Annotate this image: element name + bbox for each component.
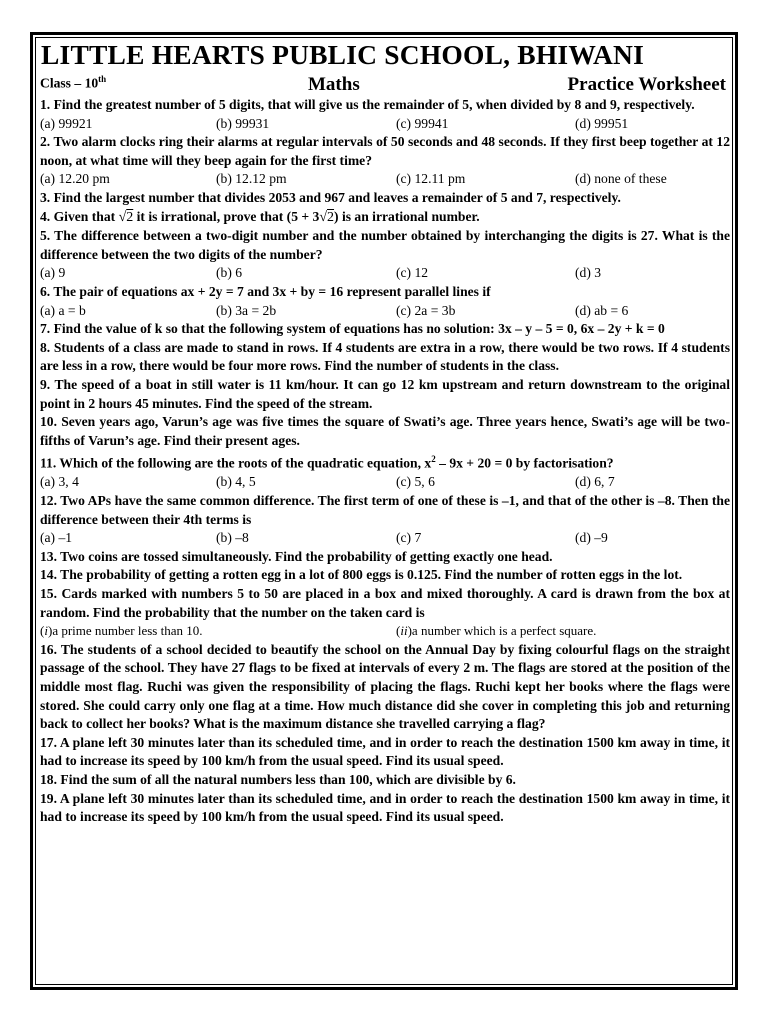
option-a: (a) a = b <box>40 302 86 318</box>
option-a: (a) –1 <box>40 530 73 546</box>
question-12-options <box>40 529 730 548</box>
question-6: 6. The pair of equations ax + 2y = 7 and 3x + by = 16 represent parallel lines if <box>40 283 491 299</box>
worksheet-content <box>40 39 730 827</box>
question-4: 4. Given that √2 it is irrational, prove that (5 + 3√2) is an irrational number. <box>40 208 480 225</box>
question-11-options <box>40 473 730 492</box>
option-c: (c) 99941 <box>396 115 449 131</box>
option-b: (b) 4, 5 <box>216 474 256 490</box>
question-8: 8. Students of a class are made to stand in rows. If 4 students are extra in a row, there would be two rows. If 4 students are less in a row, there would be four more rows. Find the number of students in the class. <box>40 339 730 374</box>
question-2-options <box>40 170 730 189</box>
part-i: (i) a prime number less than 10. <box>40 623 203 639</box>
option-b: (b) 3a = 2b <box>216 302 277 318</box>
question-14: 14. The probability of getting a rotten egg in a lot of 800 eggs is 0.125. Find the number of rotten eggs in the lot. <box>40 567 683 583</box>
option-c: (c) 5, 6 <box>396 474 435 490</box>
worksheet-title: Practice Worksheet <box>567 74 726 96</box>
question-13: 13. Two coins are tossed simultaneously. Find the probability of getting exactly one head. <box>40 548 553 564</box>
question-1: 1. Find the greatest number of 5 digits, that will give us the remainder of 5, when divided by 8 and 9, respectively. <box>40 97 695 112</box>
question-18: 18. Find the sum of all the natural numbers less than 100, which are divisible by 6. <box>40 771 516 787</box>
option-a: (a) 3, 4 <box>40 474 79 490</box>
option-d: (d) ab = 6 <box>575 302 629 318</box>
option-a: (a) 9 <box>40 265 66 281</box>
sqrt-symbol: √2 <box>319 209 335 225</box>
question-11: 11. Which of the following are the roots of the quadratic equation, $x^2 - 9x + 20 = 0$ by factorisation? <box>40 454 614 471</box>
question-3: 3. Find the largest number that divides 2053 and 967 and leaves a remainder of 5 and 7, respectively. <box>40 189 621 205</box>
question-12: 12. Two APs have the same common difference. The first term of one of these is –1, and that of the other is –8. Then the difference between their 4th terms is <box>40 493 730 527</box>
school-name: LITTLE HEARTS PUBLIC SCHOOL, BHIWANI <box>41 39 644 70</box>
option-c: (c) 7 <box>396 530 422 546</box>
class-label: Class – 10th <box>40 73 107 91</box>
question-15-parts <box>40 622 730 641</box>
subject-title: Maths <box>308 74 360 96</box>
question-9: 9. The speed of a boat in still water is 11 km/hour. It can go 12 km upstream and return downstream to the original point in 2 hours 45 minutes. Find the speed of the stream. <box>40 376 730 411</box>
option-b: (b) 12.12 pm <box>216 171 287 187</box>
question-17: 17. A plane left 30 minutes later than its scheduled time, and in order to reach the destination 1500 km away in time, it had to increase its speed by 100 km/h from the usual speed. Find its usual speed. <box>40 734 730 769</box>
option-c: (c) 12 <box>396 265 429 281</box>
option-d: (d) 3 <box>575 265 602 281</box>
option-b: (b) 99931 <box>216 115 270 131</box>
question-15: 15. Cards marked with numbers 5 to 50 are placed in a box and mixed thoroughly. A card is drawn from the box at random. Find the probability that the number on the taken card is <box>40 585 730 620</box>
question-10: 10. Seven years ago, Varun’s age was five times the square of Swati’s age. Three years hence, Swati’s age will be two-fifths of Varun’s age. Find their present ages. <box>40 414 730 448</box>
question-6-options <box>40 302 730 321</box>
option-b: (b) –8 <box>216 530 249 546</box>
question-16: 16. The students of a school decided to beautify the school on the Annual Day by fixing colourful flags on the straight passage of the school. They have 27 flags to be fixed at intervals of every 2 m. The flags are stored at the position of the middle most flag. Ruchi was given the responsibility of placing the flags. Ruchi kept her books where the flags were stored. She could carry only one flag at a time. How much distance did she cover in completing this job and returning back to collect her books? What is the maximum distance she travelled carrying a flag? <box>40 641 730 732</box>
question-1-options <box>40 115 730 134</box>
option-d: (d) 99951 <box>575 115 629 131</box>
question-7: 7. Find the value of k so that the following system of equations has no solution: 3x – y – 5 = 0, 6x – 2y + k = 0 <box>40 321 665 337</box>
option-b: (b) 6 <box>216 265 243 281</box>
option-c: (c) 12.11 pm <box>396 171 466 187</box>
worksheet-page <box>30 32 738 990</box>
worksheet-subheader <box>40 73 730 96</box>
option-a: (a) 99921 <box>40 115 93 131</box>
question-5-options <box>40 264 730 283</box>
question-5: 5. The difference between a two-digit number and the number obtained by interchanging the digits is 27. What is the difference between the two digits of the number? <box>40 228 730 262</box>
question-2: 2. Two alarm clocks ring their alarms at regular intervals of 50 seconds and 48 seconds. If they first beep together at 12 noon, at what time will they beep again for the first time? <box>40 134 730 168</box>
option-c: (c) 2a = 3b <box>396 302 456 318</box>
option-d: (d) 6, 7 <box>575 474 615 490</box>
question-19: 19. A plane left 30 minutes later than its scheduled time, and in order to reach the destination 1500 km away in time, it had to increase its speed by 100 km/h from the usual speed. Find its usual speed. <box>40 790 730 825</box>
sqrt-symbol: √2 <box>118 209 134 225</box>
option-d: (d) none of these <box>575 171 667 187</box>
option-d: (d) –9 <box>575 530 608 546</box>
option-a: (a) 12.20 pm <box>40 171 110 187</box>
part-ii: (ii) a number which is a perfect square. <box>396 623 597 639</box>
